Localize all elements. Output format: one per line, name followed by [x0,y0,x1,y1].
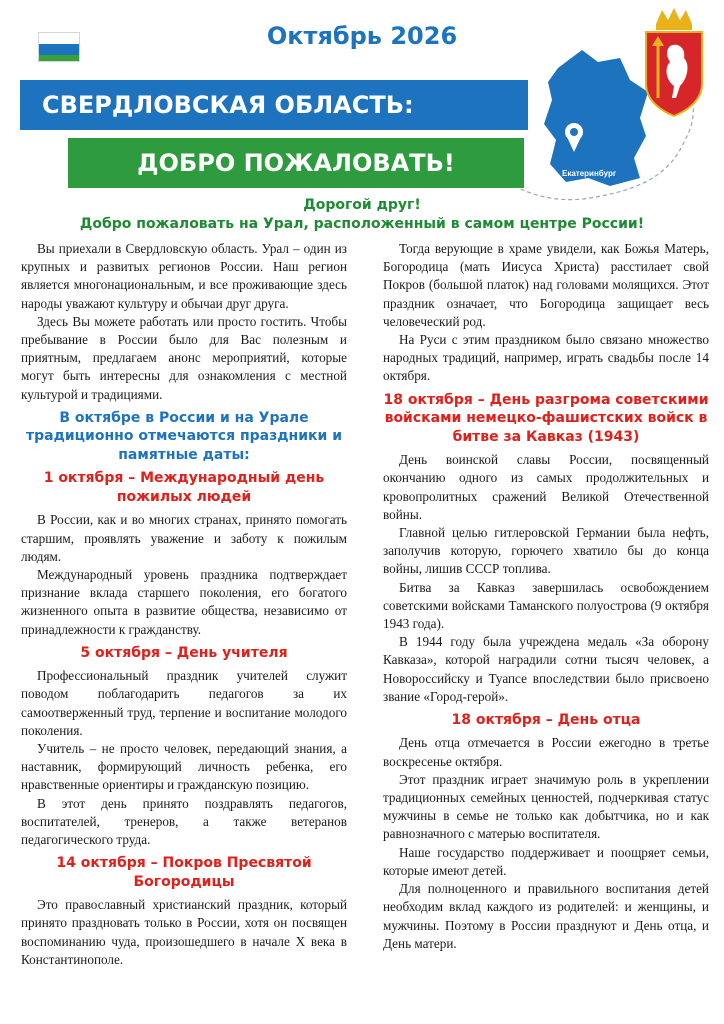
father-paragraph-1: День отца отмечается в России ежегодно в третье воскресенье октября. [383,735,709,769]
pokrov-paragraph-3: На Руси с этим праздником было связано множество народных традиций, например, играть свадьбы после 14 октября. [383,332,709,384]
father-paragraph-4: Для полноценного и правильного воспитания детей необходим вклад каждого из родителей: и женщины, и мужчины. Поэтому в России празднуют и День отца, и День матери. [383,881,709,951]
left-column [21,240,347,969]
teacher-paragraph-2: Учитель – не просто человек, передающий знания, а наставник, формирующий личность ребенка, его нравственные ориентиры и гражданскую позицию. [21,741,347,793]
heading-elderly-day: 1 октября – Международный день пожилых людей [43,470,325,505]
month-heading: Октябрь 2026 [266,22,458,50]
heading-pokrov: 14 октября – Покров Пресвятой Богородицы [56,855,312,890]
intro-paragraph-2: Здесь Вы можете работать или просто гостить. Чтобы пребывание в России было для Вас полезным и приятным, предлагаем анонс мероприятий, которые могут быть интересны для ознакомления с местной культурой и традициями. [21,313,347,402]
section-heading-holidays: В октябре в России и на Урале традиционно отмечаются праздники и памятные даты: [25,409,343,463]
heading-caucasus-battle: 18 октября – День разгрома советскими войсками немецко-фашистских войск в битве за Кавказ (1943) [383,391,709,445]
map-city-label: Екатеринбург [562,169,617,178]
greeting-line-1: Дорогой друг! [303,197,421,213]
coat-of-arms-icon [632,6,716,118]
elderly-paragraph-1: В России, как и во многих странах, принято помогать старшим, проявлять уважение и заботу к пожилым людям. [21,512,347,564]
caucasus-paragraph-2: Главной целью гитлеровской Германии была нефть, заполучив которую, горючего хватило бы до конца войны, лишив СССР топлива. [383,524,709,577]
greeting-block [20,196,704,234]
caucasus-paragraph-1: День воинской славы России, посвященный окончанию одного из самых продолжительных и кровопролитных сражений Великой Отечественной войны. [383,452,709,522]
father-paragraph-2: Этот праздник играет значимую роль в укреплении традиционных семейных ценностей, подчеркивая статус мужчины в семье не только как добытчика, но и как равнозначного с матерью воспитателя. [383,771,709,842]
pokrov-paragraph-2: Тогда верующие в храме увидели, как Божья Матерь, Богородица (мать Иисуса Христа) расстилает свой Покров (большой платок) над головами молящихся. Этот праздник означает, что Богородица защищает весь человеческий род. [383,241,709,329]
father-paragraph-3: Наше государство поддерживает и поощряет семьи, которые имеют детей. [383,844,709,878]
caucasus-paragraph-4: В 1944 году была учреждена медаль «За оборону Кавказа», которой наградили сотни тысяч человек, а Новороссийску и Туапсе впоследствии было присвоено звание «Город-герой». [383,634,709,704]
intro-paragraph-1: Вы приехали в Свердловскую область. Урал – один из крупных и развитых регионов России. Наш регион является многонациональным, и все проживающие здесь народы уважают культуру и обычаи друг друга. [21,241,347,311]
heading-father-day: 18 октября – День отца [451,711,641,728]
teacher-paragraph-1: Профессиональный праздник учителей служит поводом поблагодарить педагогов за их самоотверженный труд, терпение и воспитание молодого поколения. [21,668,347,738]
elderly-paragraph-2: Международный уровень праздника подтверждает признание вклада старшего поколения, его богатого жизненного опыта в развитие общества, независимо от принадлежности к гражданству. [21,566,347,637]
pokrov-paragraph-1: Это православный христианский праздник, который принято праздновать только в России, хотя он посвящен воспоминанию чуда, произошедшего в начале X века в Константинополе. [21,897,347,967]
title-banner-welcome: ДОБРО ПОЖАЛОВАТЬ! [68,138,524,188]
title-banner-region: СВЕРДЛОВСКАЯ ОБЛАСТЬ: [20,80,528,130]
right-column [383,240,709,953]
teacher-paragraph-3: В этот день принято поздравлять педагогов, воспитателей, тренеров, а также ветеранов педагогического труда. [21,795,347,848]
greeting-line-2: Добро пожаловать на Урал, расположенный в самом центре России! [79,216,645,232]
heading-teacher-day: 5 октября – День учителя [80,644,288,661]
caucasus-paragraph-3: Битва за Кавказ завершилась освобождением советскими войсками Таманского полуострова (9 октября 1943 года). [383,579,709,631]
